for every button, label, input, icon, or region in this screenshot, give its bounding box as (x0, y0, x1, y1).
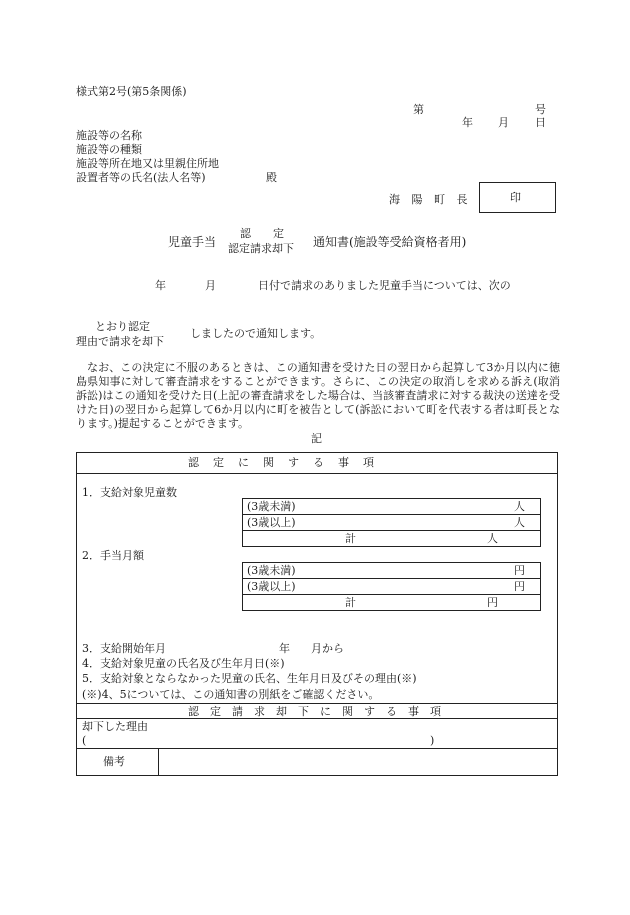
attachment-note: (※)4、5については、この通知書の別紙をご確認ください。 (82, 688, 380, 701)
remarks-label: 備考 (103, 755, 125, 768)
founder-name-label: 設置者等の氏名(法人名等) (76, 171, 206, 184)
date-month: 月 (498, 116, 509, 129)
body-month: 月 (205, 279, 216, 292)
table-divider (76, 473, 558, 474)
ineligible-children-label: 5．支給対象とならなかった児童の氏名、生年月日及びその理由(※) (82, 672, 417, 685)
facility-type-label: 施設等の種類 (76, 143, 142, 156)
reason-paren-open: ( (82, 734, 87, 747)
amount-over3-label: (3歳以上) (247, 580, 296, 593)
title-option-reject: 認定請求却下 (228, 242, 294, 255)
children-count-label: 1．支給対象児童数 (82, 486, 177, 499)
title-suffix: 通知書(施設等受給資格者用) (313, 235, 467, 249)
table-divider (158, 748, 159, 776)
body-option-approve: とおり認定 (95, 320, 150, 333)
ki-mark: 記 (311, 432, 322, 445)
children-total-unit: 人 (487, 532, 498, 545)
section2-header: 認定請求却下に関する事項 (188, 705, 452, 718)
children-over3-label: (3歳以上) (247, 516, 296, 529)
body-option-reject: 理由で請求を却下 (76, 335, 164, 348)
start-month-label: 3．支給開始年月 (82, 642, 166, 655)
amount-under3-label: (3歳未満) (247, 564, 296, 577)
children-under3-label: (3歳未満) (247, 500, 296, 513)
amount-total-label: 計 (345, 596, 356, 609)
issuer-title: 海 陽 町 長 (389, 193, 472, 206)
date-year: 年 (462, 116, 473, 129)
table-divider (76, 703, 558, 704)
body-line2-text: しましたので通知します。 (190, 327, 322, 340)
number-dai: 第 (413, 103, 424, 116)
rejection-reason-label: 却下した理由 (82, 720, 148, 733)
eligible-children-label: 4．支給対象児童の氏名及び生年月日(※) (82, 657, 285, 670)
facility-name-label: 施設等の名称 (76, 129, 142, 142)
amount-over3-unit: 円 (514, 580, 525, 593)
table-divider (76, 748, 558, 749)
body-year: 年 (155, 279, 166, 292)
amount-total-unit: 円 (487, 596, 498, 609)
start-year: 年 (279, 642, 290, 655)
table-divider (242, 594, 541, 595)
reason-paren-close: ) (430, 734, 435, 747)
children-over3-unit: 人 (514, 516, 525, 529)
appeal-notice: なお、この決定に不服のあるときは、この通知書を受けた日の翌日から起算して3か月以内に徳島県知事に対して審査請求をすることができます。さらに、この決定の取消しを求める訴え(取消訴訟)はこの通知を受けた日(上記の審査請求をした場合は、当該審査請求に対する裁決の送達を受けた日)の翌日から起算して6か月以内に町を被告として(訴訟において町を代表する者は町長となります。)提起することができます。 (76, 361, 560, 430)
table-divider (76, 718, 558, 719)
children-under3-unit: 人 (514, 500, 525, 513)
number-go: 号 (535, 103, 546, 116)
children-total-label: 計 (345, 532, 356, 545)
form-id: 様式第2号(第5条関係) (76, 85, 187, 98)
monthly-amount-label: 2．手当月額 (82, 549, 144, 562)
seal-label: 印 (510, 191, 521, 204)
title-option-approve: 認 定 (240, 227, 284, 240)
date-day: 日 (535, 116, 546, 129)
table-divider (242, 514, 541, 515)
seal-box (479, 182, 556, 213)
body-line1-text: 日付で請求のありました児童手当については、次の (258, 279, 511, 292)
amount-under3-unit: 円 (514, 564, 525, 577)
section1-header: 認定に関する事項 (188, 456, 388, 469)
start-month-from: 月から (311, 642, 344, 655)
facility-address-label: 施設等所在地又は里親住所地 (76, 157, 219, 170)
table-divider (242, 530, 541, 531)
honorific: 殿 (266, 171, 277, 184)
title-prefix: 児童手当 (168, 235, 217, 249)
table-divider (242, 578, 541, 579)
